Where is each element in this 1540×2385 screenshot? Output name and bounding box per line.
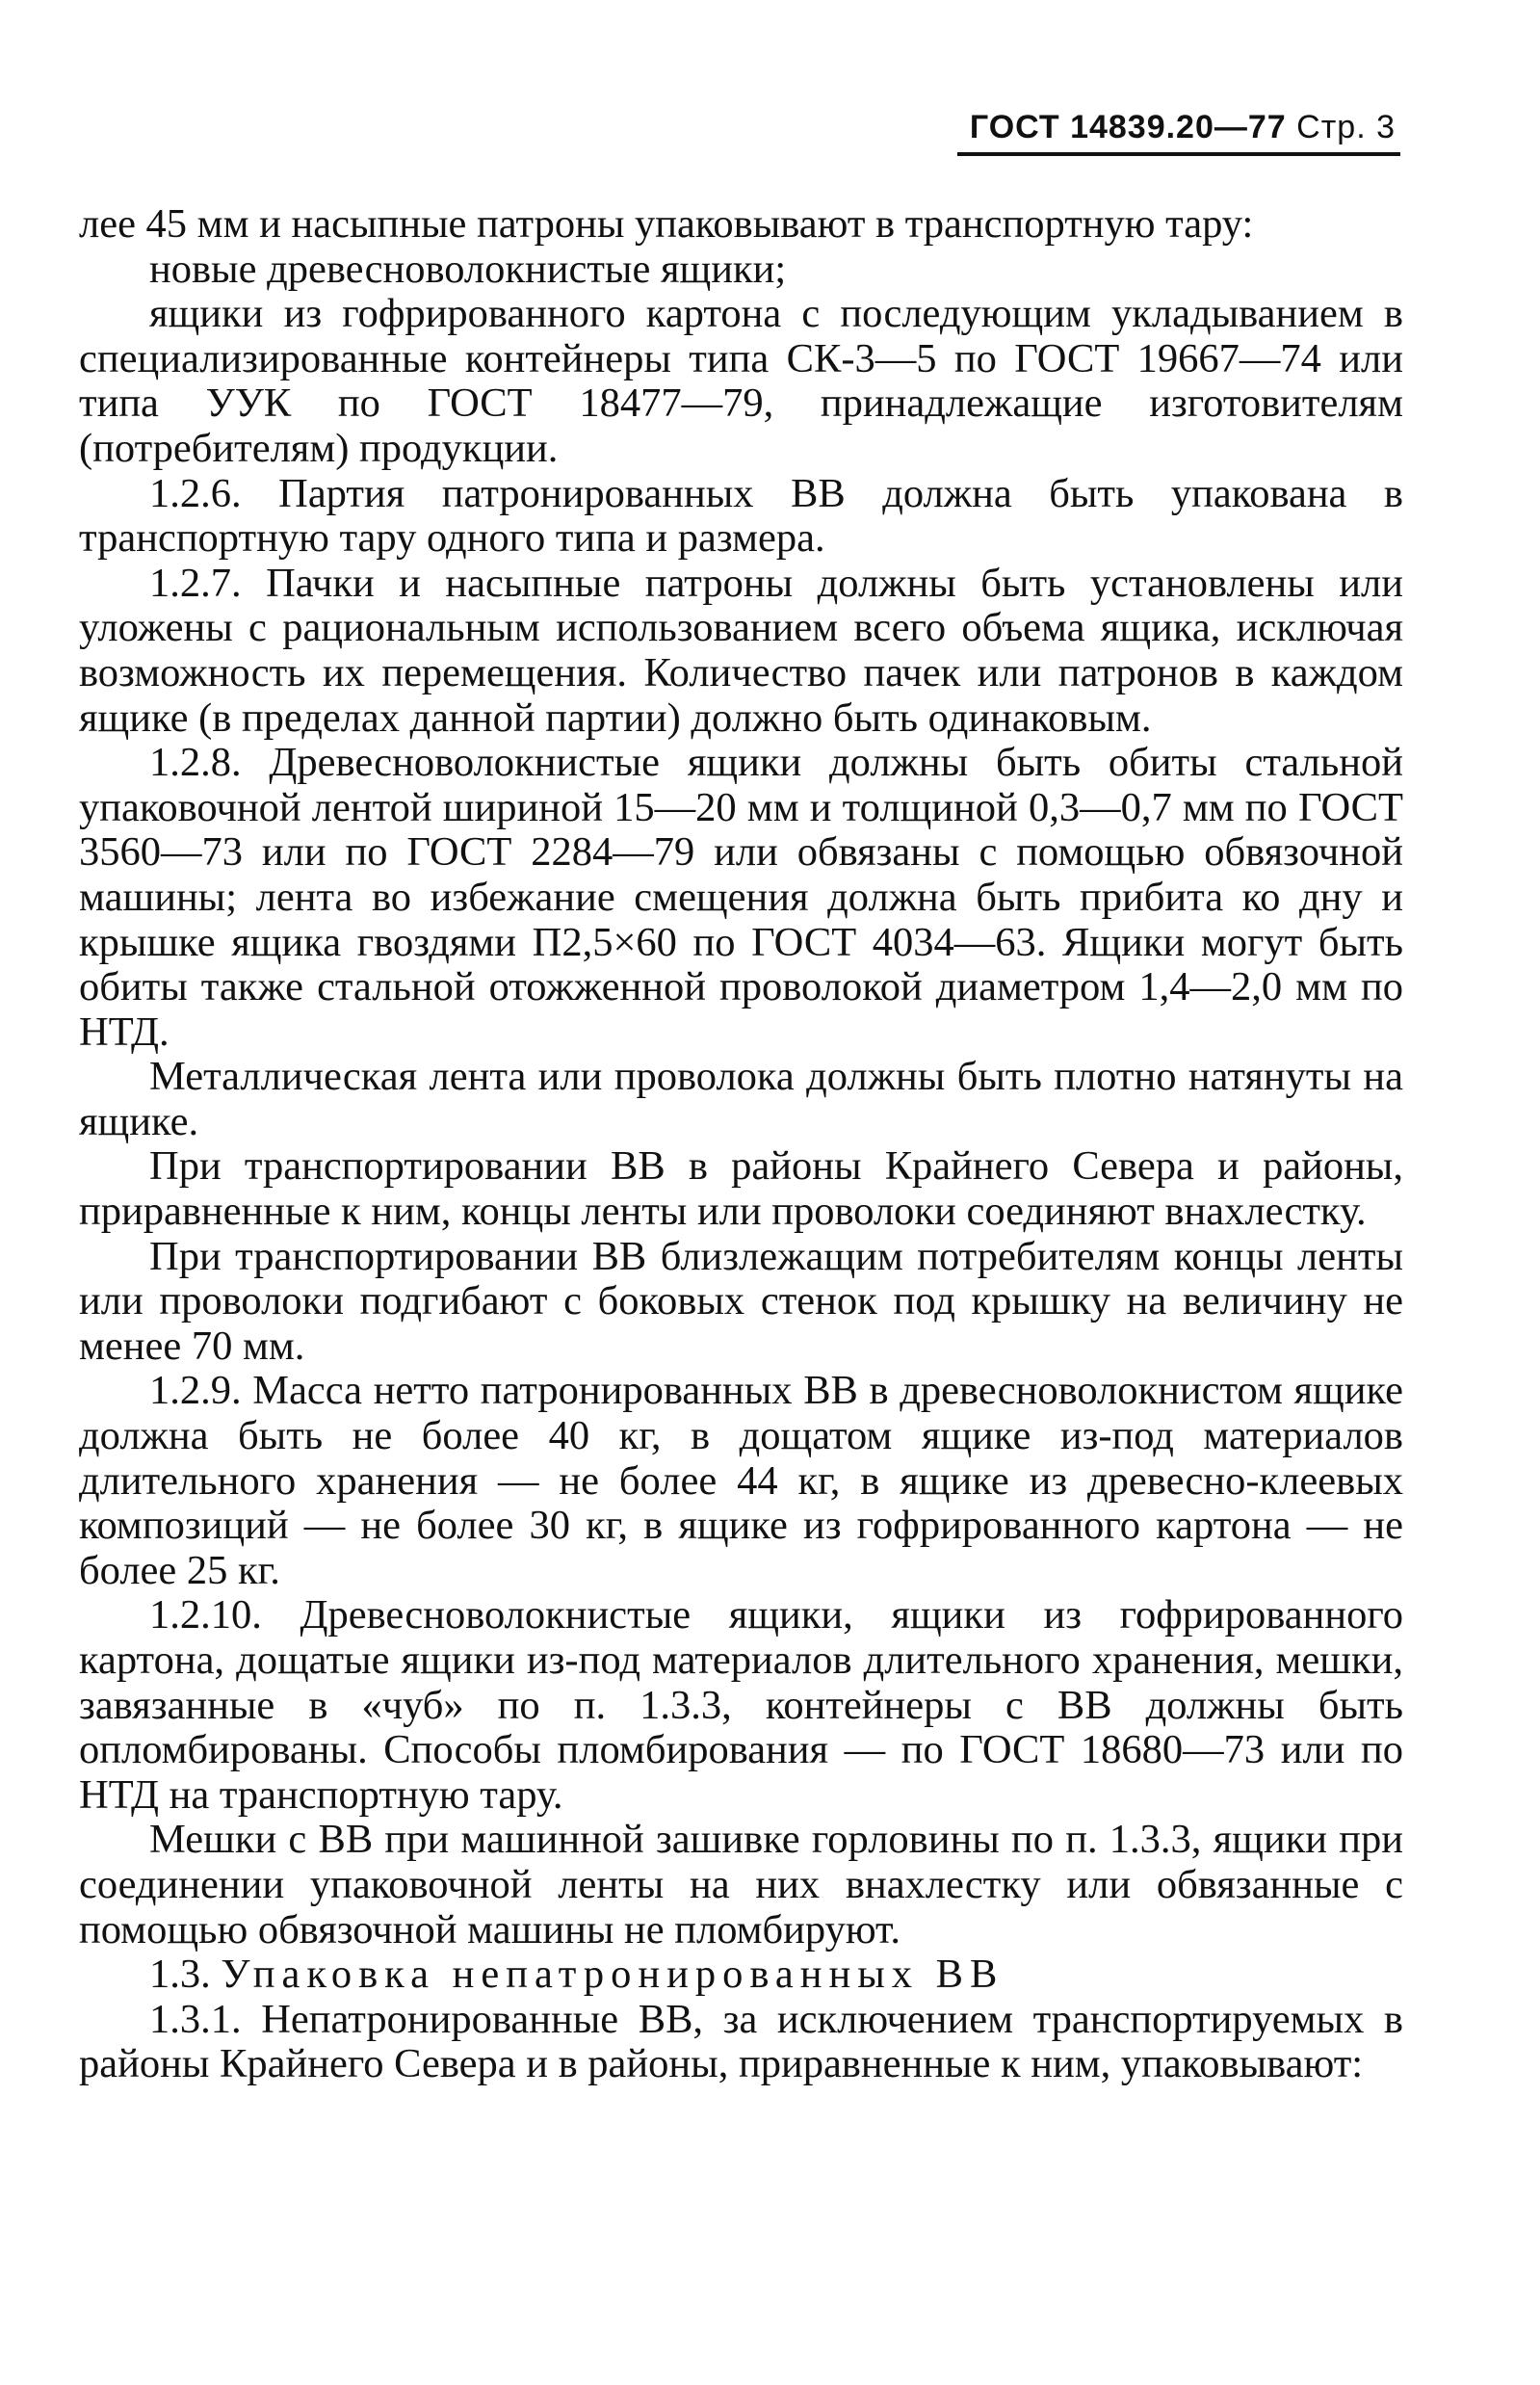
- paragraph: 1.2.8. Древесноволокнистые ящики должны быть обиты стальной упаковочной лентой шириной 15—20 мм и толщиной 0,3—0,7 мм по ГОСТ 3560—73 или по ГОСТ 2284—79 или обвязаны с помощью обвязочной машины; лента во избежание смещения должна быть прибита ко дну и крышке ящика гвоздями П2,5×60 по ГОСТ 4034—63. Ящики могут быть обиты также стальной отожженной проволокой диаметром 1,4—2,0 мм по НТД.: [79, 740, 1403, 1055]
- paragraph: ящики из гофрированного картона с последующим укладыванием в специализированные контейнеры типа СК-3—5 по ГОСТ 19667—74 или типа УУК по ГОСТ 18477—79, принадлежащие изготовителям (потребителям) продукции.: [79, 291, 1403, 471]
- section-heading: [79, 1953, 1403, 1998]
- paragraph: 1.2.9. Масса нетто патронированных ВВ в древесноволокнистом ящике должна быть не более 40 кг, в дощатом ящике из-под материалов длительного хранения — не более 44 кг, в ящике из древесно-клеевых композиций — не более 30 кг, в ящике из гофрированного картона — не более 25 кг.: [79, 1368, 1403, 1593]
- header-rule: [957, 152, 1400, 156]
- page-number: Стр. 3: [1296, 109, 1396, 145]
- paragraph: При транспортировании ВВ близлежащим потребителям концы ленты или проволоки подгибают с боковых стенок под крышку на величину не менее 70 мм.: [79, 1233, 1403, 1369]
- body-text: [79, 202, 1403, 2087]
- paragraph: новые древесноволокнистые ящики;: [149, 246, 787, 292]
- paragraph: 1.3.1. Непатронированные ВВ, за исключением транспортируемых в районы Крайнего Севера и в районы, приравненные к ним, упаковывают:: [79, 1996, 1403, 2087]
- section-title: Упаковка непатронированных ВВ: [221, 1952, 1005, 1998]
- paragraph: 1.2.6. Партия патронированных ВВ должна быть упакована в транспортную тару одного типа и размера.: [79, 470, 1403, 562]
- page-header: [895, 108, 1396, 146]
- paragraph: Металлическая лента или проволока должны быть плотно натянуты на ящике.: [79, 1054, 1403, 1144]
- paragraph: 1.2.7. Пачки и насыпные патроны должны быть установлены или уложены с рациональным использованием всего объема ящика, исключая возможность их перемещения. Количество пачек или патронов в каждом ящике (в пределах данной партии) должно быть одинаковым.: [79, 560, 1403, 741]
- paragraph: Мешки с ВВ при машинной зашивке горловины по п. 1.3.3, ящики при соединении упаковочной ленты на них внахлестку или обвязанные с помощью обвязочной машины не пломбируют.: [79, 1817, 1403, 1953]
- paragraph: лее 45 мм и насыпные патроны упаковывают в транспортную тару:: [79, 201, 1254, 247]
- paragraph: При транспортировании ВВ в районы Крайнего Севера и районы, приравненные к ним, концы ленты или проволоки соединяют внахлестку.: [79, 1143, 1403, 1235]
- document-id: ГОСТ 14839.20—77: [969, 109, 1287, 145]
- section-number: 1.3.: [149, 1952, 211, 1998]
- paragraph: 1.2.10. Древесноволокнистые ящики, ящики из гофрированного картона, дощатые ящики из-под материалов длительного хранения, мешки, завязанные в «чуб» по п. 1.3.3, контейнеры с ВВ должны быть опломбированы. Способы пломбирования — по ГОСТ 18680—73 или по НТД на транспортную тару.: [79, 1592, 1403, 1818]
